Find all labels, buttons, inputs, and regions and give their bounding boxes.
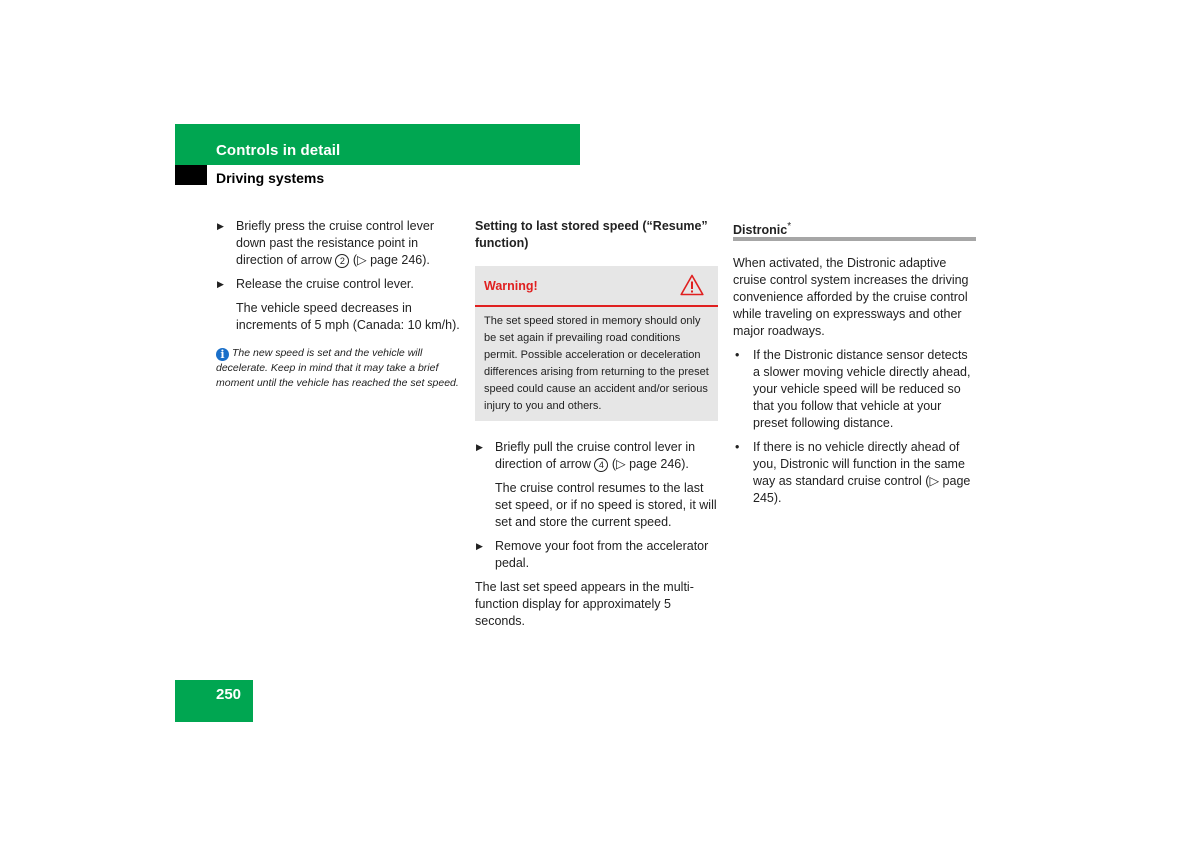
step-detail: The vehicle speed decreases in increments of 5 mph (Canada: 10 km/h). xyxy=(236,301,460,332)
warning-header xyxy=(475,266,718,307)
column-left xyxy=(216,218,461,391)
arrow-number: 2 xyxy=(335,254,349,268)
heading-text: Distronic xyxy=(733,223,788,238)
arrow-number: 4 xyxy=(594,458,608,472)
warning-title: Warning! xyxy=(484,279,538,293)
bullet-arrow-icon: ▶ xyxy=(476,442,483,452)
bullet-arrow-icon: ▶ xyxy=(217,279,224,289)
column-right xyxy=(733,218,976,507)
section-heading: Setting to last stored speed (“Resume” function) xyxy=(475,219,708,250)
intro-text: When activated, the Distronic adaptive cruise control system increases the driving convenience afforded by the cruise control while traveling on expressways and other major roadways. xyxy=(733,256,969,338)
list-item xyxy=(733,439,976,507)
option-mark: * xyxy=(787,221,792,232)
warning-triangle-icon xyxy=(680,274,704,301)
bullet-arrow-icon: ▶ xyxy=(476,541,483,551)
step-text: Release the cruise control lever. xyxy=(236,277,414,291)
instruction-step xyxy=(216,218,461,269)
instruction-step xyxy=(475,439,718,473)
info-icon: i xyxy=(216,348,229,361)
step-detail: The cruise control resumes to the last set speed, or if no speed is stored, it will set and store the current speed. xyxy=(495,481,717,529)
step-text: Briefly pull the cruise control lever in direction of arrow xyxy=(495,440,696,471)
bullet-arrow-icon: ▶ xyxy=(217,221,224,231)
header-marker xyxy=(175,165,207,185)
subsection-title: Driving systems xyxy=(216,170,325,186)
step-text: Remove your foot from the accelerator pedal. xyxy=(495,539,709,570)
page-reference: (▷ page 246). xyxy=(611,457,689,471)
column-middle xyxy=(475,218,718,637)
list-item-text: If the Distronic distance sensor detects a slower moving vehicle directly ahead, your vehicle speed will be reduced so that you follow that vehicle at your preset following distance. xyxy=(753,348,971,430)
bullet-dot-icon: • xyxy=(735,440,740,454)
bullet-dot-icon: • xyxy=(735,348,740,362)
list-item-text: If there is no vehicle directly ahead of you, Distronic will function in the same way as standard cruise control (▷ page 245). xyxy=(753,440,971,505)
info-note xyxy=(216,346,461,391)
distronic-heading xyxy=(733,218,976,241)
note-text: The new speed is set and the vehicle will decelerate. Keep in mind that it may take a brief moment until the vehicle has reached the set speed. xyxy=(216,347,459,389)
list-item xyxy=(733,347,976,432)
instruction-step xyxy=(475,538,718,572)
step-text: Briefly press the cruise control lever down past the resistance point in direction of arrow xyxy=(236,219,434,267)
warning-box xyxy=(475,266,718,421)
warning-text: The set speed stored in memory should only be set again if prevailing road conditions permit. Possible acceleration or deceleration differences arising from returning to the preset speed could cause an accident and/or serious injury to you and others. xyxy=(484,315,709,412)
page-reference: (▷ page 246). xyxy=(352,253,430,267)
section-title: Controls in detail xyxy=(216,142,341,159)
page-number-box xyxy=(175,680,253,722)
page-number: 250 xyxy=(216,686,242,703)
closing-text: The last set speed appears in the multi-function display for approximately 5 seconds. xyxy=(475,580,694,628)
instruction-step xyxy=(216,276,461,293)
